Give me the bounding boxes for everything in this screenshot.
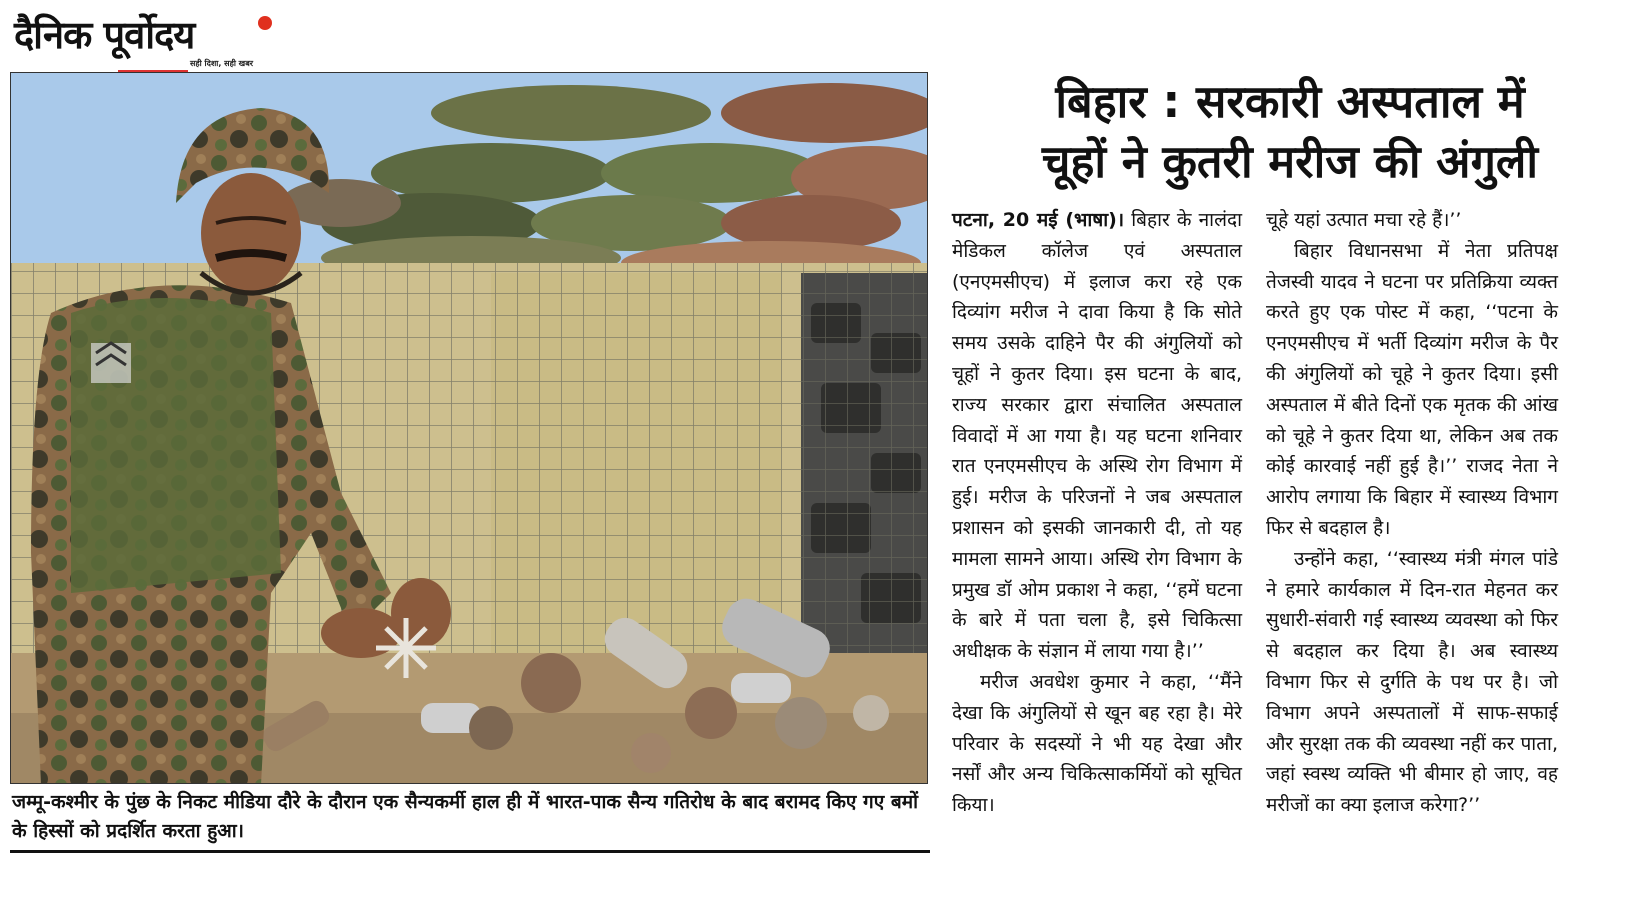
article-paragraph: बिहार विधानसभा में नेता प्रतिपक्ष तेजस्वी यादव ने घटना पर प्रतिक्रिया व्यक्त करते हुए एक पोस्ट में कहा, ‘‘पटना के एनएमसीएच में भर्ती दिव्यांग मरीज के पैर की अंगुलियों को चूहे ने कुतर दिया। इसी अस्पताल में बीते दिनों एक मृतक की आंख को चूहे ने कुतर दिया था, लेकिन अब तक कोई कारवाई नहीं हुई है।’’ राजद नेता ने आरोप लगाया कि बिहार में स्वास्थ्य विभाग फिर से बदहाल है। [1266,239,1558,539]
photo-caption: जम्मू-कश्मीर के पुंछ के निकट मीडिया दौरे के दौरान एक सैन्यकर्मी हाल ही में भारत-पाक सैन्य गतिरोध के बाद बरामद किए गए बमों के हिस्सों को प्रदर्शित करता हुआ। [12,791,919,842]
news-photo [10,72,928,784]
headline-line-2: चूहों ने कुतरी मरीज की अंगुली [1041,135,1539,188]
article-column-2 [1266,205,1558,821]
headline-line-1: बिहार : सरकारी अस्पताल में [1055,75,1525,128]
paragraph-text: बिहार के नालंदा मेडिकल कॉलेज एवं अस्पताल (एनएमसीएच) में इलाज करा रहे एक दिव्यांग मरीज ने दावा किया है कि सोते समय उसके दाहिने पैर की अंगुलियों को चूहों ने कुतर दिया। इस घटना के बाद, राज्य सरकार द्वारा संचालित अस्पताल विवादों में आ गया है। यह घटना शनिवार रात एनएमसीएच के अस्थि रोग विभाग में हुई। मरीज के परिजनों ने जब अस्पताल प्रशासन को इसकी जानकारी दी, तो यह मामला सामने आया। अस्थि रोग विभाग के प्रमुख डॉ ओम प्रकाश ने कहा, ‘‘हमें घटना के बारे में पता चला है, इसे चिकित्सा अधीक्षक के संज्ञान में लाया गया है।’’ [952,209,1242,663]
newspaper-tagline: सही दिशा, सही खबर [190,59,254,68]
article-paragraph: मरीज अवधेश कुमार ने कहा, ‘‘मैंने देखा कि अंगुलियों से खून बह रहा है। मेरे परिवार के सदस्यों ने भी यह देखा और नर्सों और अन्य चिकित्साकर्मियों को सूचित किया। [952,670,1242,817]
article-paragraph: उन्होंने कहा, ‘‘स्वास्थ्य मंत्री मंगल पांडे ने हमारे कार्यकाल में दिन-रात मेहनत कर सुधारी-संवारी गई स्वास्थ्य व्यवस्था को फिर से बदहाल कर दिया है। अब स्वास्थ्य विभाग फिर से दुर्गति के पथ पर है। जो विभाग अपने अस्पतालों में साफ-सफाई और सुरक्षा तक की व्यवस्था नहीं कर पाता, जहां स्वस्थ व्यक्ति भी बीमार हो जाए, वह मरीजों का क्या इलाज करेगा?’’ [1266,547,1558,817]
article-column-1 [952,205,1242,821]
article-paragraph [952,205,1242,667]
article-paragraph: चूहे यहां उत्पात मचा रहे हैं।’’ [1266,209,1462,231]
newspaper-logo: दैनिक पूर्वोदय [14,13,195,57]
caption-rule [10,850,930,853]
dateline: पटना, 20 मई (भाषा)। [952,209,1125,231]
article-headline [950,72,1630,192]
logo-red-dot-icon [258,16,272,30]
masthead [14,6,276,70]
